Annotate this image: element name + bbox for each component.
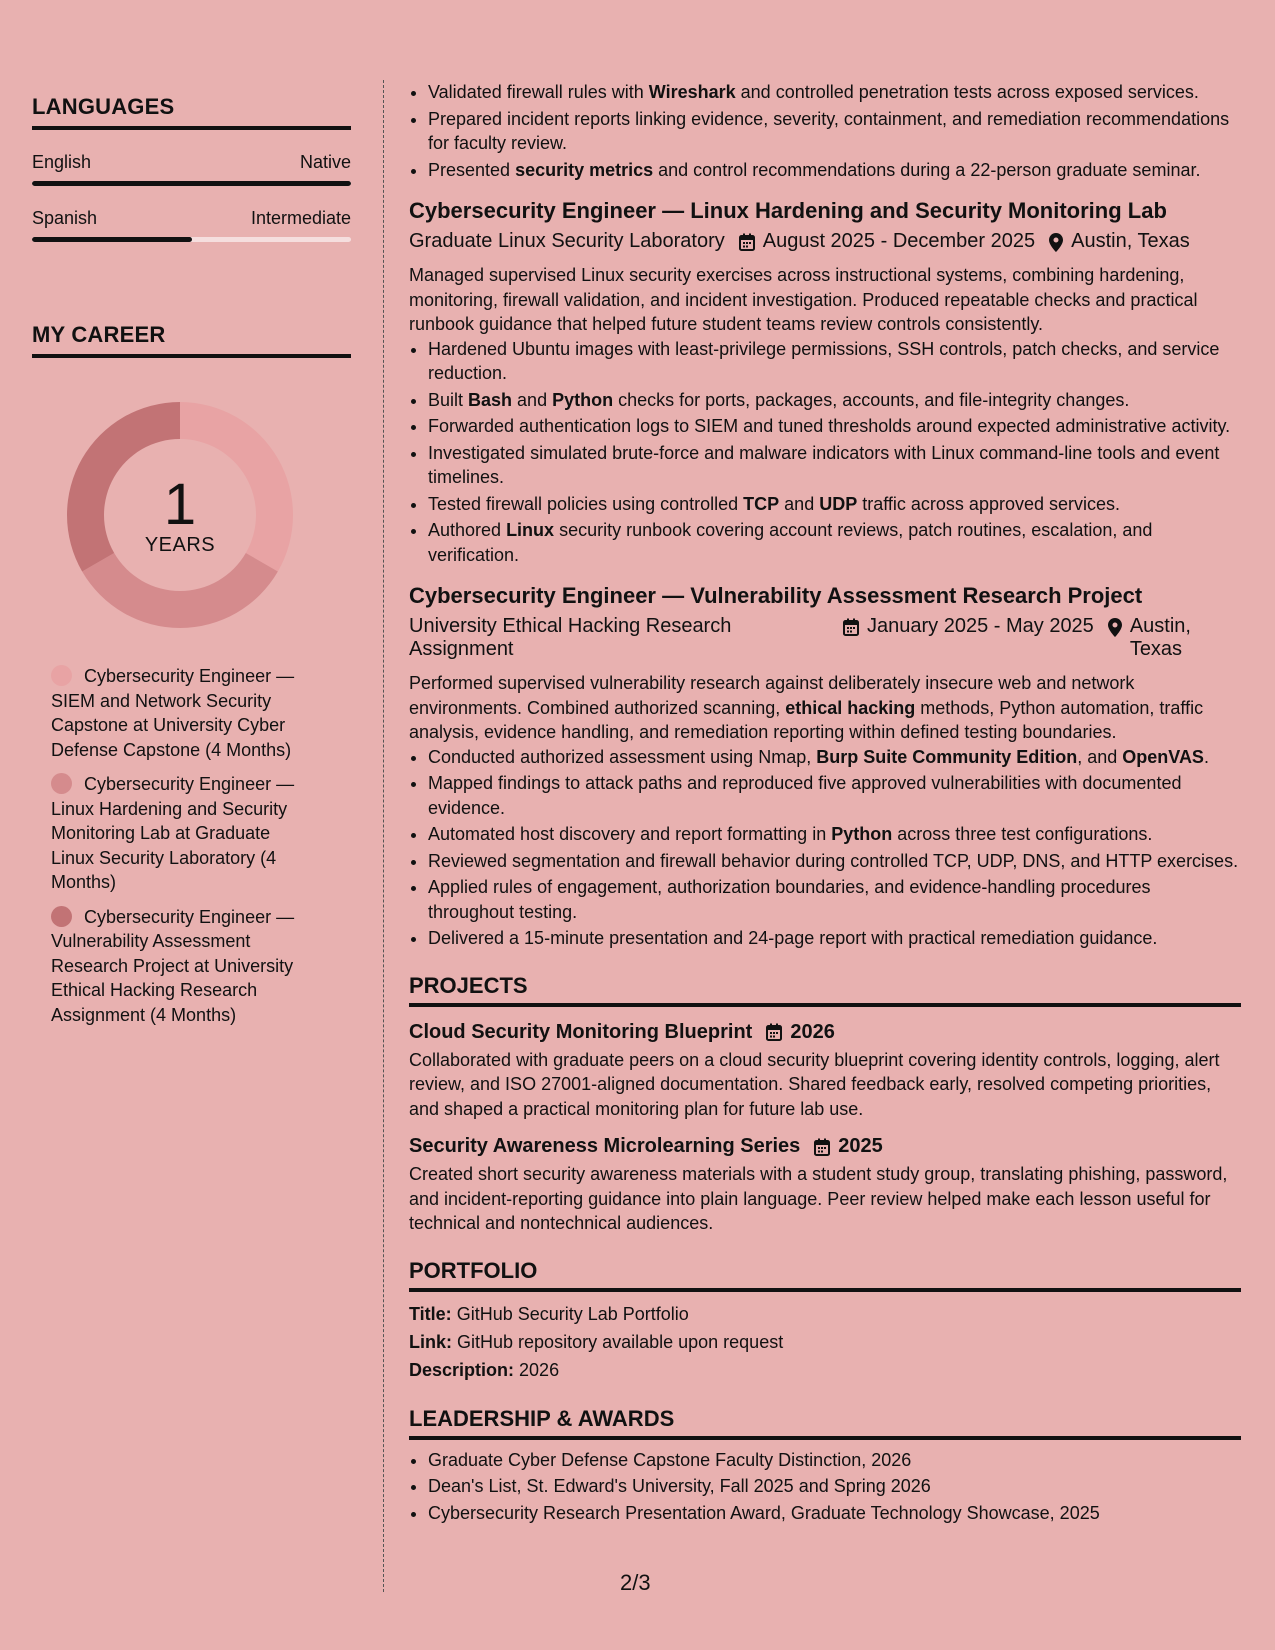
award-item: • Dean's List, St. Edward's University, Fall 2025 and Spring 2026 [428,1474,1241,1499]
bullet-item: • Authored Linux security runbook covering account reviews, patch routines, escalation, and verification. [428,518,1241,567]
main-column [409,80,1241,1527]
language-proficiency-fill [32,237,192,242]
project-year: 2026 [790,1020,835,1043]
language-item [32,208,351,242]
calendar-icon [843,618,859,636]
legend-dot-icon [51,906,72,927]
career-total-unit: YEARS [144,534,216,556]
legend-dot-icon [51,773,72,794]
language-proficiency-bar [32,237,351,242]
job-meta [409,615,1241,661]
project-title-row [409,1021,1241,1044]
bullet-item: • Reviewed segmentation and firewall behavior during controlled TCP, UDP, DNS, and HTTP exercises. [428,849,1241,874]
job-location: Austin, Texas [1049,230,1190,253]
career-legend-item [51,772,313,895]
career-legend-item [51,664,313,762]
career-donut-chart [67,402,293,628]
job2-bullets [409,337,1241,568]
award-item: • Graduate Cyber Defense Capstone Faculty Distinction, 2026 [428,1448,1241,1473]
language-item [32,152,351,186]
job-title: Cybersecurity Engineer — Linux Hardening and Security Monitoring Lab [409,198,1167,223]
career-legend-text: Cybersecurity Engineer — Linux Hardening and Security Monitoring Lab at Graduate Linux Security Laboratory (4 Months) [51,774,295,892]
career-legend-text: Cybersecurity Engineer — Vulnerability Assessment Research Project at University Ethical Hacking Research Assignment (4 Months) [51,906,295,1025]
languages-heading: LANGUAGES [32,94,351,130]
portfolio-description: Description: 2026 [409,1359,560,1380]
project-title-row [409,1135,1241,1158]
bullet-item: • Hardened Ubuntu images with least-privilege permissions, SSH controls, patch checks, and service reduction. [428,337,1241,386]
awards-heading: LEADERSHIP & AWARDS [409,1406,1241,1440]
column-divider [383,80,384,1592]
project-item [409,1135,1241,1236]
bullet-item: • Mapped findings to attack paths and reproduced five approved vulnerabilities with documented evidence. [428,771,1241,820]
career-legend [51,664,313,1027]
donut-center [67,402,293,628]
language-level: Intermediate [250,208,351,228]
language-name: English [32,152,92,172]
bullet-item: • Forwarded authentication logs to SIEM and tuned thresholds around expected administrative activity. [428,414,1241,439]
project-title: Security Awareness Microlearning Series [409,1135,801,1157]
project-desc: Collaborated with graduate peers on a cloud security blueprint covering identity controls, logging, alert review, and ISO 27001-aligned documentation. Shared feedback early, resolved competing priorities, and shaped a practical monitoring plan for future lab use. [409,1049,1220,1119]
job-summary: Performed supervised vulnerability research against deliberately insecure web and network environments. Combined authorized scanning, ethical hacking methods, Python automation, traffic analysis, evidence handling, and remediation reporting within defined testing boundaries. [409,673,1204,742]
language-proficiency-fill [32,181,351,186]
bullet-item: • Delivered a 15-minute presentation and 24-page report with practical remediation guidance. [428,926,1241,951]
job-summary: Managed supervised Linux security exercises across instructional systems, combining hardening, monitoring, firewall validation, and incident investigation. Produced repeatable checks and practical runbook guidance that helped future student teams review controls consistently. [409,265,1198,334]
bullet-item: • Investigated simulated brute-force and malware indicators with Linux command-line tools and event timelines. [428,441,1241,490]
project-item [409,1021,1241,1122]
sidebar [32,94,351,1037]
language-level: Native [299,152,351,172]
job-org: Graduate Linux Security Laboratory [409,230,725,252]
page-number: 2/3 [620,1570,651,1595]
job-dates: August 2025 - December 2025 [739,230,1035,253]
job-location: Austin, Texas [1108,615,1208,661]
award-item: • Cybersecurity Research Presentation Award, Graduate Technology Showcase, 2025 [428,1501,1241,1526]
job3-bullets [409,745,1241,951]
career-legend-text: Cybersecurity Engineer — SIEM and Network Security Capstone at University Cyber Defense Capstone (4 Months) [51,666,295,760]
bullet-item: • Conducted authorized assessment using Nmap, Burp Suite Community Edition, and OpenVAS. [428,745,1241,770]
project-year: 2025 [838,1135,883,1157]
bullet-item: • Tested firewall policies using controlled TCP and UDP traffic across approved services. [428,492,1241,517]
portfolio-title: Title: GitHub Security Lab Portfolio [409,1303,689,1324]
job1-bullets [409,80,1241,182]
legend-dot-icon [51,665,72,686]
location-pin-icon [1108,618,1122,637]
portfolio-link: Link: GitHub repository available upon request [409,1331,784,1352]
bullet-item: • Built Bash and Python checks for ports, packages, accounts, and file-integrity changes. [428,388,1241,413]
project-title: Cloud Security Monitoring Blueprint [409,1020,753,1043]
portfolio-heading: PORTFOLIO [409,1258,1241,1292]
project-desc: Created short security awareness materials with a student study group, translating phishing, password, and incident-reporting guidance into plain language. Peer review helped make each lesson useful for technical and nontechnical audiences. [409,1164,1228,1233]
language-name: Spanish [32,208,98,228]
job-dates: January 2025 - May 2025 [843,615,1094,638]
job-org: University Ethical Hacking Research Assignment [409,615,732,660]
projects-heading: PROJECTS [409,973,1241,1007]
calendar-icon [766,1023,782,1041]
calendar-icon [739,233,755,251]
career-legend-item [51,905,313,1028]
location-pin-icon [1049,233,1063,252]
calendar-icon [814,1138,830,1156]
bullet-item: • Presented security metrics and control recommendations during a 22-person graduate seminar. [428,158,1241,183]
career-heading: MY CAREER [32,322,351,358]
language-proficiency-bar [32,181,351,186]
bullet-item: • Applied rules of engagement, authorization boundaries, and evidence-handling procedures throughout testing. [428,875,1241,924]
career-total-number: 1 [163,472,197,537]
bullet-item: • Prepared incident reports linking evidence, severity, containment, and remediation recommendations for faculty review. [428,107,1241,156]
job-title: Cybersecurity Engineer — Vulnerability Assessment Research Project [409,583,1143,608]
bullet-item: • Automated host discovery and report formatting in Python across three test configurations. [428,822,1241,847]
job-meta [409,230,1241,253]
bullet-item: • Validated firewall rules with Wireshark and controlled penetration tests across exposed services. [428,80,1241,105]
awards-list [409,1448,1241,1526]
